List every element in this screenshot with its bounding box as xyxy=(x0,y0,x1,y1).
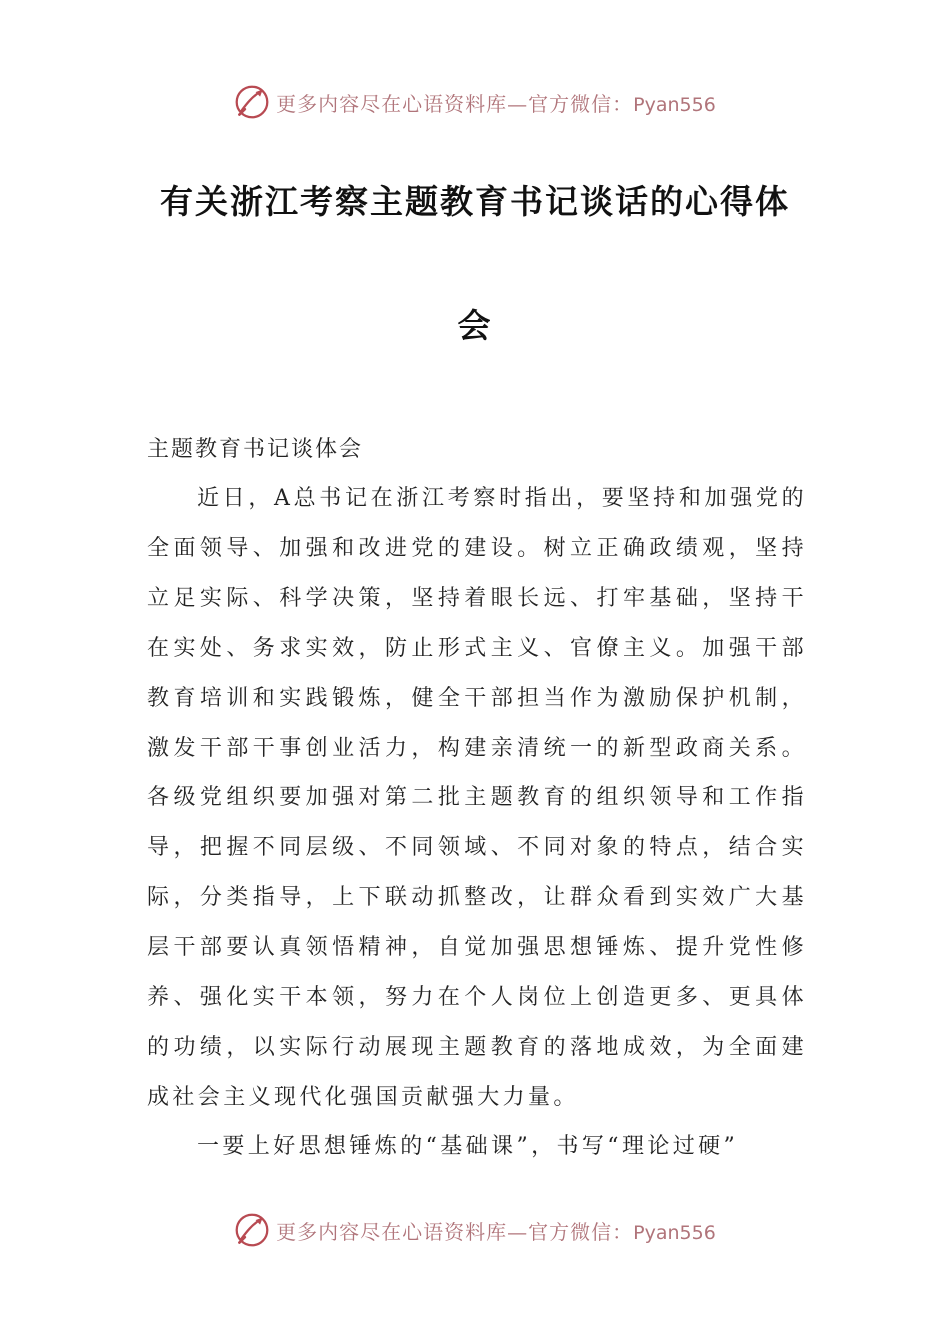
watermark-text xyxy=(276,88,716,117)
body-paragraph: 近日，A总书记在浙江考察时指出，要坚持和加强党的全面领导、加强和改进党的建设。树立正确政绩观，坚持立足实际、科学决策，坚持着眼长远、打牢基础，坚持干在实处、务求实效，防止形式主义、官僚主义。加强干部教育培训和实践锻炼，健全干部担当作为激励保护机制，激发干部干事创业活力，构建亲清统一的新型政商关系。各级党组织要加强对第二批主题教育的组织领导和工作指导，把握不同层级、不同领域、不同对象的特点，结合实际，分类指导，上下联动抓整改，让群众看到实效广大基层干部要认真领悟精神，自觉加强思想锤炼、提升党性修养、强化实干本领，努力在个人岗位上创造更多、更具体的功绩，以实际行动展现主题教育的落地成效，为全面建成社会主义现代化强国贡献强大力量。 xyxy=(147,486,807,1110)
watermark-handle: Pyan556 xyxy=(633,93,716,116)
document-title-line-2: 会 xyxy=(457,306,493,345)
watermark-banner-top xyxy=(0,80,950,124)
section-subheading: 主题教育书记谈体会 xyxy=(147,437,364,462)
pen-nib-logo-icon xyxy=(234,1212,270,1248)
document-title-line-1: 有关浙江考察主题教育书记谈话的心得体 xyxy=(160,182,790,221)
watermark-prefix: 更多内容尽在心语资料库—官方微信： xyxy=(276,1219,634,1244)
watermark-banner-bottom xyxy=(0,1208,950,1252)
watermark-handle: Pyan556 xyxy=(633,1221,716,1244)
watermark-prefix: 更多内容尽在心语资料库—官方微信： xyxy=(276,91,634,116)
watermark-text xyxy=(276,1216,716,1245)
body-paragraph: 一要上好思想锤炼的“基础课”，书写“理论过硬” xyxy=(197,1134,739,1159)
pen-nib-logo-icon xyxy=(234,84,270,120)
